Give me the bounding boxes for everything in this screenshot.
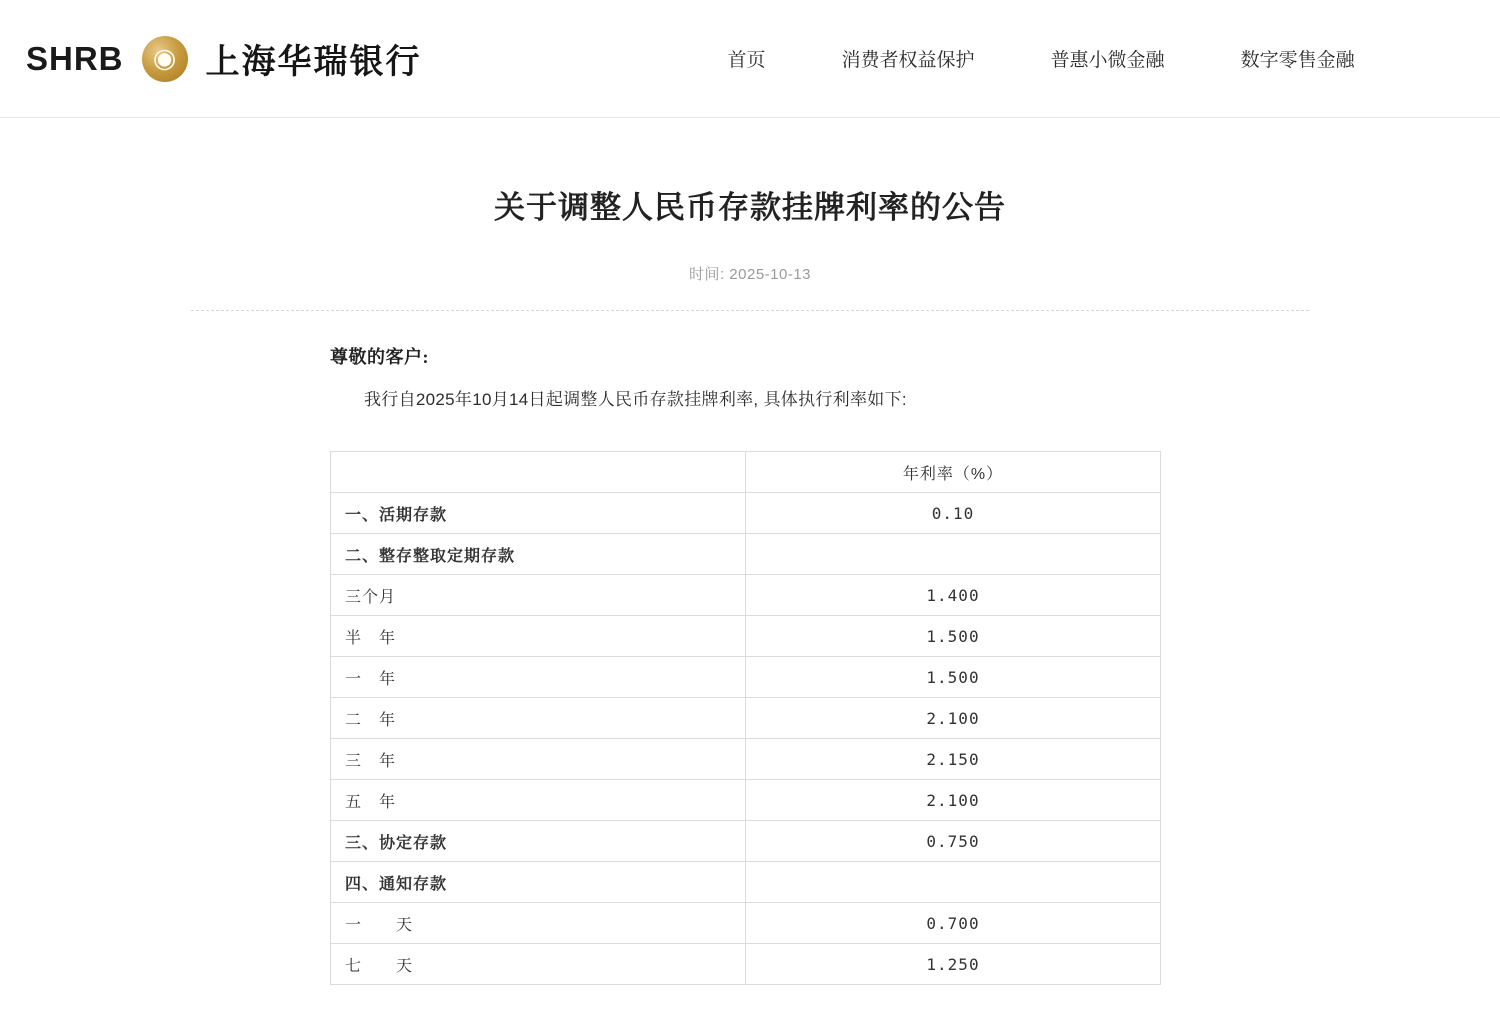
- table-row: [331, 493, 1161, 534]
- salutation: 尊敬的客户:: [330, 346, 429, 367]
- main-navigation: [690, 45, 1393, 72]
- page-title: 关于调整人民币存款挂牌利率的公告: [494, 189, 1006, 225]
- row-rate: 1.400: [746, 575, 1161, 616]
- table-header-item: [331, 452, 746, 493]
- row-rate: 2.150: [746, 739, 1161, 780]
- brand-name-text: 上海华瑞银行: [205, 44, 422, 81]
- page-content: [0, 118, 1500, 1025]
- row-label: 半 年: [331, 616, 746, 657]
- nav-item-home[interactable]: 首页: [727, 50, 766, 71]
- table-row: [331, 903, 1161, 944]
- row-rate: 1.500: [746, 616, 1161, 657]
- row-label: 一 年: [331, 657, 746, 698]
- row-label: 三个月: [331, 575, 746, 616]
- nav-item-consumer-rights[interactable]: 消费者权益保护: [841, 50, 975, 71]
- table-header-annual-rate: 年利率（%）: [746, 452, 1161, 493]
- article-body: [330, 311, 1170, 1026]
- table-row: [331, 657, 1161, 698]
- article-header: [330, 118, 1170, 284]
- publish-time: 时间: 2025-10-13: [688, 265, 812, 283]
- row-rate: 1.250: [746, 944, 1161, 985]
- row-rate: 0.10: [746, 493, 1161, 534]
- row-label: 二、整存整取定期存款: [331, 534, 746, 575]
- bottom-spacer: [330, 985, 1170, 1025]
- section-divider: [191, 310, 1309, 311]
- table-row: [331, 698, 1161, 739]
- row-label: 二 年: [331, 698, 746, 739]
- intro-paragraph: 我行自2025年10月14日起调整人民币存款挂牌利率, 具体执行利率如下:: [364, 389, 907, 409]
- bank-seal-icon: ◉: [142, 36, 188, 82]
- brand-logo[interactable]: [26, 34, 422, 83]
- table-header-row: [331, 452, 1161, 493]
- site-header: [0, 0, 1500, 118]
- table-row: [331, 739, 1161, 780]
- row-label: 四、通知存款: [331, 862, 746, 903]
- table-row: [331, 575, 1161, 616]
- row-rate: 1.500: [746, 657, 1161, 698]
- table-row: [331, 616, 1161, 657]
- row-label: 三、协定存款: [331, 821, 746, 862]
- nav-item-digital-retail-finance[interactable]: 数字零售金融: [1240, 50, 1355, 71]
- row-label: 五 年: [331, 780, 746, 821]
- row-rate: 2.100: [746, 698, 1161, 739]
- row-rate: 2.100: [746, 780, 1161, 821]
- deposit-rate-table: [330, 451, 1161, 985]
- table-row: [331, 534, 1161, 575]
- row-rate: [746, 862, 1161, 903]
- nav-item-inclusive-finance[interactable]: 普惠小微金融: [1050, 50, 1165, 71]
- row-rate: [746, 534, 1161, 575]
- row-rate: 0.700: [746, 903, 1161, 944]
- table-row: [331, 780, 1161, 821]
- row-rate: 0.750: [746, 821, 1161, 862]
- row-label: 一、活期存款: [331, 493, 746, 534]
- table-row: [331, 944, 1161, 985]
- row-label: 一 天: [331, 903, 746, 944]
- brand-mark-text: SHRB: [26, 39, 124, 77]
- row-label: 七 天: [331, 944, 746, 985]
- table-row: [331, 821, 1161, 862]
- table-row: [331, 862, 1161, 903]
- row-label: 三 年: [331, 739, 746, 780]
